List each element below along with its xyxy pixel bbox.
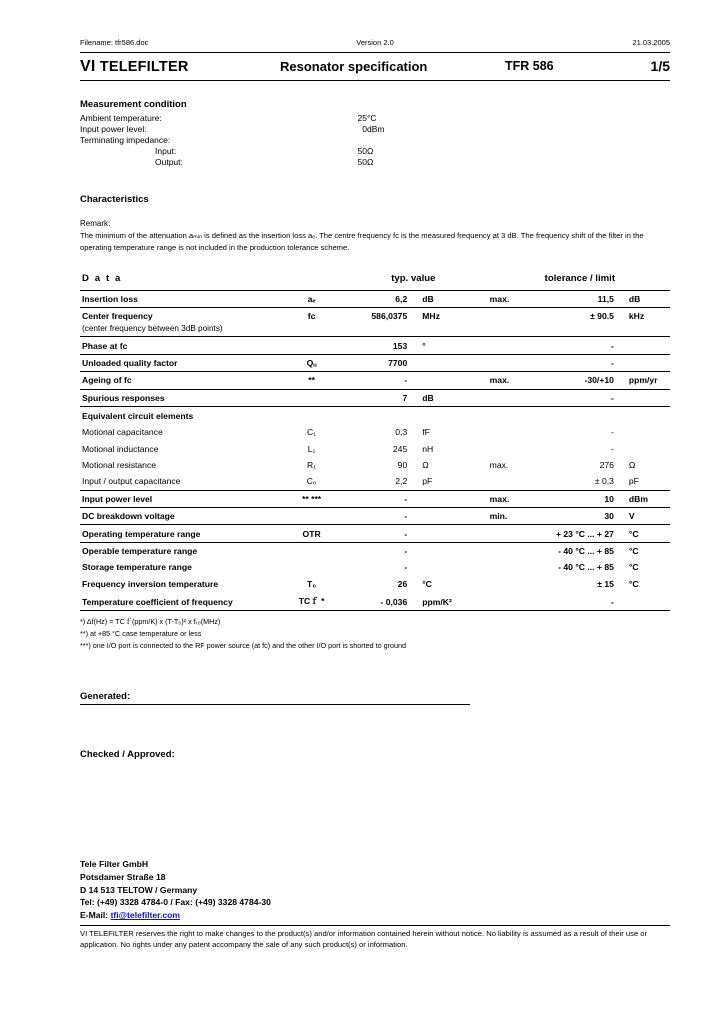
measurement-value: 50 xyxy=(357,146,367,157)
row-label: Equivalent circuit elements xyxy=(82,410,194,421)
row-unit: ° xyxy=(413,337,485,354)
specification-table xyxy=(80,269,670,611)
row-unit xyxy=(413,406,485,424)
row-typ-value: - xyxy=(347,525,413,542)
logo-vi-mark: VI xyxy=(80,58,96,75)
row-label: (center frequency between 3dB points) xyxy=(80,324,276,337)
row-unit xyxy=(413,507,485,524)
measurement-condition-section xyxy=(80,99,670,168)
row-typ-value: 0,3 xyxy=(395,427,408,438)
row-tolerance-unit: °C xyxy=(628,562,639,573)
row-label: Input / output capacitance xyxy=(80,473,276,490)
table-row xyxy=(80,290,670,307)
row-symbol xyxy=(276,559,347,575)
row-tolerance: ± 15 xyxy=(597,578,614,589)
row-typ-value: 153 xyxy=(347,337,413,354)
address-company: Tele Filter GmbH xyxy=(80,859,149,870)
table-row xyxy=(80,457,670,473)
footnote-item: ***) one I/O port is connected to the RF power source (at fᴄ) and the other I/O port is shorted to ground xyxy=(80,640,407,650)
row-symbol xyxy=(276,389,347,406)
row-tolerance-unit xyxy=(620,424,670,440)
page-content xyxy=(80,36,670,951)
row-tolerance-unit: °C xyxy=(620,525,670,542)
row-tolerance-unit xyxy=(620,354,670,371)
specification-table-head xyxy=(80,269,670,290)
generated-signature-field[interactable]: Generated: xyxy=(80,691,470,705)
row-label: Temperature coefficient of frequency xyxy=(80,592,276,611)
measurement-unit xyxy=(367,134,384,145)
row-tolerance: 30 xyxy=(539,507,620,524)
measurement-row xyxy=(80,146,384,157)
row-label: Operating temperature range xyxy=(80,525,276,542)
remark-label: Remark: xyxy=(80,218,111,228)
row-label: Ageing of fᴄ xyxy=(80,372,276,389)
row-tolerance-unit xyxy=(620,592,670,611)
row-symbol: ** xyxy=(276,372,347,389)
measurement-label: Input power level: xyxy=(80,123,147,134)
characteristics-heading: Characteristics xyxy=(80,193,149,205)
row-label: Storage temperature range xyxy=(82,562,192,573)
row-comparator xyxy=(486,592,540,611)
email-label: E-Mail: xyxy=(80,910,111,921)
row-label: Motional resistance xyxy=(82,460,157,471)
measurement-label: Input: xyxy=(155,146,177,157)
row-symbol xyxy=(276,542,347,559)
row-comparator xyxy=(486,440,540,456)
row-tolerance: - xyxy=(539,354,620,371)
remark-text: The minimum of the attenuation aₘᵢₙ is defined as the insertion loss aₑ. The centre frequency fᴄ is the measured frequency at 3 dB. The frequency shift of the filter in the operating temperature range is not included in the production tolerance scheme. xyxy=(80,230,644,252)
row-tolerance: + 23 °C ... + 27 xyxy=(539,525,620,542)
row-label: Motional inductance xyxy=(82,443,159,454)
measurement-unit: dBm xyxy=(367,123,385,134)
header-date: 21.03.2005 xyxy=(632,38,670,47)
company-address-block xyxy=(80,858,670,922)
row-label: Operable temperature range xyxy=(82,545,198,556)
row-symbol: C₁ xyxy=(307,427,317,438)
legal-divider xyxy=(80,925,670,926)
row-tolerance-unit: Ω xyxy=(628,460,636,471)
row-comparator xyxy=(486,406,540,424)
measurement-value: 0 xyxy=(362,123,367,134)
measurement-row xyxy=(80,112,384,123)
measurement-condition-rows xyxy=(80,112,384,168)
row-tolerance-unit: dB xyxy=(620,290,670,307)
row-unit: MHz xyxy=(422,311,440,322)
row-symbol: OTR xyxy=(276,525,347,542)
row-symbol xyxy=(276,324,347,337)
table-row xyxy=(80,507,670,524)
row-unit: fF xyxy=(422,427,430,438)
row-comparator xyxy=(486,575,540,591)
row-label: Unloaded quality factor xyxy=(80,354,276,371)
row-unit: pF xyxy=(413,473,485,490)
row-symbol: fᴄ xyxy=(307,311,316,322)
table-row xyxy=(80,406,670,424)
row-tolerance: - 40 °C ... + 85 xyxy=(558,562,614,573)
row-typ-value: - xyxy=(347,372,413,389)
row-label: DC breakdown voltage xyxy=(80,507,276,524)
table-row xyxy=(80,424,670,440)
table-row xyxy=(80,389,670,406)
specification-table-body xyxy=(80,290,670,611)
row-tolerance: - xyxy=(611,443,614,454)
row-tolerance-unit: pF xyxy=(620,473,670,490)
row-unit: Ω xyxy=(422,460,429,471)
row-comparator xyxy=(486,525,540,542)
measurement-label: Ambient temperature: xyxy=(80,112,162,123)
table-row xyxy=(80,372,670,389)
measurement-row xyxy=(80,123,384,134)
row-label: Spurious responses xyxy=(80,389,276,406)
table-row xyxy=(80,592,670,611)
row-label: Motional capacitance xyxy=(82,427,163,438)
legal-brand-prefix: VI xyxy=(80,928,88,938)
row-tolerance-unit: ppm/yr xyxy=(620,372,670,389)
header-filename: Filename: tfr586.doc xyxy=(80,38,149,47)
row-typ-value: - xyxy=(347,507,413,524)
row-symbol: T₀ xyxy=(307,578,317,589)
title-bar xyxy=(80,53,670,81)
row-unit: °C xyxy=(422,578,432,589)
table-row xyxy=(80,490,670,507)
row-typ-value: 7700 xyxy=(347,354,413,371)
row-tolerance: ± 90.5 xyxy=(590,311,614,322)
row-tolerance: - xyxy=(539,592,620,611)
row-unit: dB xyxy=(413,290,485,307)
measurement-row xyxy=(80,157,384,168)
measurement-unit: Ω xyxy=(367,157,374,168)
column-header-tolerance: tolerance / limit xyxy=(486,269,670,290)
row-tolerance-unit: °C xyxy=(628,578,639,589)
row-symbol: ** *** xyxy=(276,490,347,507)
header-version: Version 2.0 xyxy=(356,38,394,47)
measurement-condition-heading: Measurement condition xyxy=(80,99,187,110)
row-comparator xyxy=(486,324,540,337)
measurement-unit: Ω xyxy=(367,146,374,157)
table-row xyxy=(80,473,670,490)
table-header-row xyxy=(80,269,670,290)
table-row xyxy=(80,575,670,591)
row-comparator: max. xyxy=(486,490,540,507)
row-symbol: R₁ xyxy=(307,460,317,471)
row-tolerance: - 40 °C ... + 85 xyxy=(558,545,614,556)
row-unit: dB xyxy=(413,389,485,406)
row-typ-value xyxy=(347,406,413,424)
row-tolerance-unit: V xyxy=(620,507,670,524)
row-tolerance-unit: dBm xyxy=(620,490,670,507)
row-tolerance xyxy=(539,406,620,424)
measurement-value: 25 xyxy=(357,112,367,123)
characteristics-section xyxy=(80,194,670,254)
measurement-value: 50 xyxy=(357,157,367,168)
row-unit xyxy=(413,542,485,559)
row-label: Frequency inversion temperature xyxy=(82,578,219,589)
row-typ-value: 6,2 xyxy=(347,290,413,307)
row-tolerance-unit xyxy=(620,440,670,456)
row-comparator xyxy=(486,559,540,575)
row-typ-value: 90 xyxy=(397,460,408,471)
checked-approved-signature-field[interactable]: Checked / Approved: xyxy=(80,749,175,761)
row-unit: nH xyxy=(422,443,434,454)
row-comparator xyxy=(486,354,540,371)
row-tolerance-unit xyxy=(620,324,670,337)
measurement-condition-table xyxy=(80,112,384,168)
row-unit xyxy=(413,372,485,389)
address-email-line xyxy=(80,909,670,922)
address-street: Potsdamer Straße 18 xyxy=(80,871,166,882)
legal-text: reserves the right to make changes to the product(s) and/or information contained herein without notice. No liability is assumed as a result of their use or application. No rights under any patent accompany the sale of any such product(s) or information. xyxy=(80,928,648,950)
footnote-item: *) Δf(Hz) = TCｆ(ppm/K) x (T-T₀)² x fₜ₀(MHz) xyxy=(80,617,221,627)
measurement-row xyxy=(80,134,384,145)
table-row xyxy=(80,559,670,575)
row-label: Insertion loss xyxy=(80,290,276,307)
row-typ-value: - xyxy=(347,490,413,507)
row-tolerance-unit xyxy=(620,406,670,424)
row-comparator: min. xyxy=(486,507,540,524)
row-unit: ppm/K² xyxy=(413,592,485,611)
footnote-item: **) at +85 °C case temperature or less xyxy=(80,628,202,638)
column-header-typ-value: typ. value xyxy=(347,269,486,290)
row-comparator xyxy=(486,389,540,406)
row-label: Phase at fᴄ xyxy=(80,337,276,354)
row-symbol xyxy=(276,507,347,524)
row-comparator xyxy=(486,337,540,354)
row-symbol: C₀ xyxy=(276,473,347,490)
row-tolerance: 10 xyxy=(539,490,620,507)
row-comparator: max. xyxy=(486,290,540,307)
row-comparator: max. xyxy=(486,372,540,389)
column-header-data: D a t a xyxy=(80,269,276,290)
row-typ-value: 7 xyxy=(347,389,413,406)
row-tolerance xyxy=(539,324,620,337)
row-tolerance-unit: °C xyxy=(628,545,639,556)
row-typ-value: 2,2 xyxy=(347,473,413,490)
row-symbol xyxy=(276,337,347,354)
row-tolerance-unit: kHz xyxy=(628,311,645,322)
table-row xyxy=(80,324,670,337)
row-tolerance-unit xyxy=(620,337,670,354)
row-tolerance: 276 xyxy=(599,460,614,471)
row-symbol: TCｆ * xyxy=(276,592,347,611)
measurement-unit: °C xyxy=(367,112,377,123)
legal-brand: TELEFILTER xyxy=(89,928,134,938)
row-comparator xyxy=(486,542,540,559)
row-typ-value xyxy=(347,324,413,337)
row-comparator: max. xyxy=(489,460,509,471)
row-typ-value: 26 xyxy=(397,578,408,589)
row-typ-value: - xyxy=(404,545,408,556)
row-comparator xyxy=(486,473,540,490)
row-symbol: Qᵤ xyxy=(276,354,347,371)
document-title: Resonator specification xyxy=(280,59,428,74)
legal-disclaimer xyxy=(80,928,670,951)
row-label: Center frequency xyxy=(82,311,153,322)
row-tolerance: - xyxy=(611,427,614,438)
table-row xyxy=(80,354,670,371)
email-link[interactable]: tfi@telefilter.com xyxy=(110,910,181,921)
part-number: TFR 586 xyxy=(505,59,554,73)
document-header xyxy=(80,36,670,53)
logo-wordmark: TELEFILTER xyxy=(99,59,189,75)
row-symbol xyxy=(276,406,347,424)
company-logo xyxy=(80,58,189,76)
row-tolerance: -30/+10 xyxy=(539,372,620,389)
row-comparator xyxy=(486,424,540,440)
row-comparator xyxy=(486,308,540,325)
row-typ-value: - xyxy=(404,562,408,573)
row-unit xyxy=(413,354,485,371)
table-row xyxy=(80,337,670,354)
row-tolerance: - xyxy=(539,337,620,354)
row-tolerance: ± 0,3 xyxy=(539,473,620,490)
address-city: D 14 513 TELTOW / Germany xyxy=(80,884,198,895)
address-phone: Tel: (+49) 3328 4784-0 / Fax: (+49) 3328 4784-30 xyxy=(80,897,271,908)
row-typ-value: - 0,036 xyxy=(347,592,413,611)
measurement-value xyxy=(325,134,367,145)
measurement-label: Output: xyxy=(155,157,183,168)
table-row xyxy=(80,542,670,559)
row-tolerance: 11,5 xyxy=(539,290,620,307)
measurement-label: Terminating impedance: xyxy=(80,134,171,145)
row-unit xyxy=(413,490,485,507)
row-typ-value: 245 xyxy=(392,443,408,454)
row-label: Input power level xyxy=(80,490,276,507)
table-row xyxy=(80,440,670,456)
row-unit xyxy=(413,525,485,542)
table-row xyxy=(80,525,670,542)
row-tolerance-unit xyxy=(620,389,670,406)
row-unit xyxy=(413,324,485,337)
column-header-symbol xyxy=(276,269,347,290)
row-unit xyxy=(413,559,485,575)
row-typ-value: 586,0375 xyxy=(371,311,408,322)
row-tolerance: - xyxy=(539,389,620,406)
footnotes-block xyxy=(80,616,670,651)
table-row xyxy=(80,308,670,325)
row-symbol: aₑ xyxy=(276,290,347,307)
row-symbol: L₁ xyxy=(307,443,316,454)
page-number: 1/5 xyxy=(650,58,670,74)
